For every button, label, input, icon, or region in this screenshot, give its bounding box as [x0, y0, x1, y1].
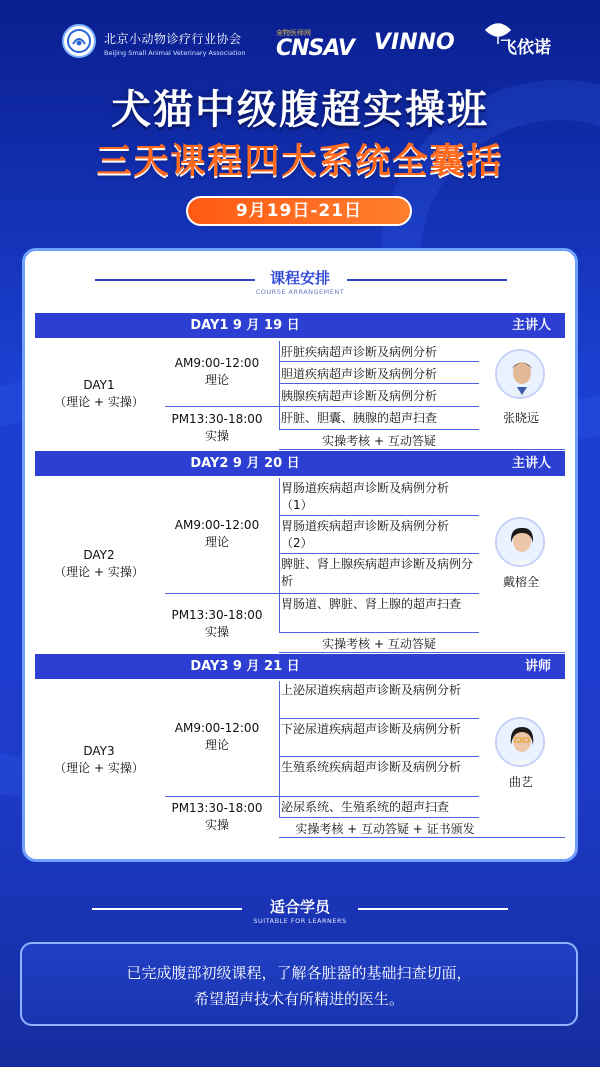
day2-name: DAY2: [83, 548, 115, 562]
day2-pm-time: PM13:30-18:00: [171, 608, 263, 622]
day3-am-type: 理论: [204, 738, 229, 752]
day1-am-time: AM9:00-12:00: [174, 356, 260, 370]
day3-name: DAY3: [83, 744, 115, 758]
schedule-heading: [25, 267, 575, 296]
speaker-name: 戴榕全: [502, 575, 539, 589]
schedule-title: 课程安排: [269, 269, 330, 287]
speaker-avatar: [495, 349, 545, 399]
day2-am-type: 理论: [204, 535, 229, 549]
table-divider: [279, 553, 479, 554]
day2-header-bar: [35, 451, 565, 476]
day1-pm-time: PM13:30-18:00: [171, 412, 263, 426]
day3-label: [35, 743, 163, 777]
table-divider: [165, 796, 479, 797]
table-divider: [279, 361, 479, 362]
day3-role: 讲师: [524, 659, 551, 674]
cnsav-logo-text: CNSAV: [276, 36, 354, 61]
day3-pm-topic: 泌尿系统、生殖系统的超声扫查: [281, 800, 450, 814]
day2-topic: 脾脏、肾上腺疾病超声诊断及病例分析: [281, 557, 474, 588]
day2-am-time: AM9:00-12:00: [174, 518, 260, 532]
day2-topic: 胃肠道疾病超声诊断及病例分析（2）: [281, 519, 450, 550]
day2-role: 主讲人: [511, 456, 551, 471]
cnsav-logo-small: 宠物医师网: [276, 29, 311, 37]
day3-topic: 上泌尿道疾病超声诊断及病例分析: [281, 683, 462, 697]
day3-pm-time: PM13:30-18:00: [171, 801, 263, 815]
day1-pm: [165, 411, 269, 445]
vinno-logo: VINNO: [374, 30, 455, 55]
day3-date: DAY3 9 月 21 日: [190, 659, 300, 674]
table-divider: [165, 406, 479, 407]
vinno-logo-cn: 飞依诺: [500, 38, 551, 58]
association-logo-icon: [62, 24, 96, 58]
day1-header-bar: [35, 313, 565, 338]
speaker-avatar: [495, 717, 545, 767]
logo-row: [0, 22, 600, 62]
day3-am: [165, 720, 269, 754]
day2-type: （理论 + 实操）: [54, 565, 144, 579]
cnsav-logo: [276, 28, 354, 60]
speaker-name: 张晓远: [502, 411, 539, 425]
audience-title: 适合学员: [269, 898, 330, 916]
day3-type: （理论 + 实操）: [54, 761, 144, 775]
day1-topic: 胆道疾病超声诊断及病例分析: [281, 367, 438, 381]
day1-am: [165, 355, 269, 389]
day2-pm-topic: 胃肠道、脾脏、肾上腺的超声扫查: [281, 597, 462, 611]
table-divider: [279, 478, 280, 632]
day1-role: 主讲人: [511, 318, 551, 333]
day1-footer: 实操考核 + 互动答疑: [322, 434, 436, 448]
day1-date: DAY1 9 月 19 日: [190, 318, 300, 333]
day2-footer: 实操考核 + 互动答疑: [322, 637, 436, 651]
day1-pm-type: 实操: [204, 429, 229, 443]
day2-pm: [165, 607, 269, 641]
audience-line: 已完成腹部初级课程，了解各脏器的基础扫查切面，: [126, 964, 472, 982]
day1-am-type: 理论: [204, 373, 229, 387]
audience-line: 希望超声技术有所精进的医生。: [193, 990, 404, 1008]
day3-pm-type: 实操: [204, 818, 229, 832]
day2-label: [35, 547, 163, 581]
table-divider: [279, 341, 280, 429]
day2-date: DAY2 9 月 20 日: [190, 456, 300, 471]
schedule-card: [22, 248, 578, 862]
day1-pm-topic: 肝脏、胆囊、胰腺的超声扫查: [281, 411, 438, 425]
day3-topic: 生殖系统疾病超声诊断及病例分析: [281, 760, 462, 774]
table-divider: [279, 681, 280, 817]
day3-header-bar: [35, 654, 565, 679]
day1-topic: 胰腺疾病超声诊断及病例分析: [281, 389, 438, 403]
audience-heading: [0, 896, 600, 925]
day1-type: （理论 + 实操）: [54, 395, 144, 409]
table-divider: [279, 652, 565, 653]
speaker-avatar: [495, 517, 545, 567]
table-divider: [279, 837, 565, 838]
association-name: [104, 30, 246, 57]
day2-am: [165, 517, 269, 551]
day2-topic: 胃肠道疾病超声诊断及病例分析（1）: [281, 481, 450, 512]
table-divider: [279, 632, 479, 633]
schedule-title-en: COURSE ARRANGEMENT: [255, 288, 345, 296]
table-divider: [279, 817, 479, 818]
day3-footer: 实操考核 + 互动答疑 + 证书颁发: [295, 822, 475, 836]
table-divider: [279, 718, 479, 719]
day2-pm-type: 实操: [204, 625, 229, 639]
day3-am-time: AM9:00-12:00: [174, 721, 260, 735]
day1-topic: 肝脏疾病超声诊断及病例分析: [281, 345, 438, 359]
audience-title-en: SUITABLE FOR LEARNERS: [253, 917, 347, 925]
sub-title: 三天课程四大系统全囊括: [96, 142, 504, 182]
day1-label: [35, 377, 163, 411]
association-name-cn: 北京小动物诊疗行业协会: [104, 32, 242, 46]
association-name-en: Beijing Small Animal Veterinary Association: [104, 49, 246, 57]
main-title: 犬猫中级腹超实操班: [111, 87, 489, 133]
date-badge: 9月19日-21日: [186, 196, 412, 226]
table-divider: [279, 449, 565, 450]
speaker-name: 曲艺: [508, 775, 533, 789]
table-divider: [279, 383, 479, 384]
audience-description: [20, 942, 578, 1026]
day1-name: DAY1: [83, 378, 115, 392]
table-divider: [165, 593, 479, 594]
table-divider: [279, 515, 479, 516]
day3-topic: 下泌尿道疾病超声诊断及病例分析: [281, 722, 462, 736]
table-divider: [279, 429, 479, 430]
table-divider: [279, 756, 479, 757]
